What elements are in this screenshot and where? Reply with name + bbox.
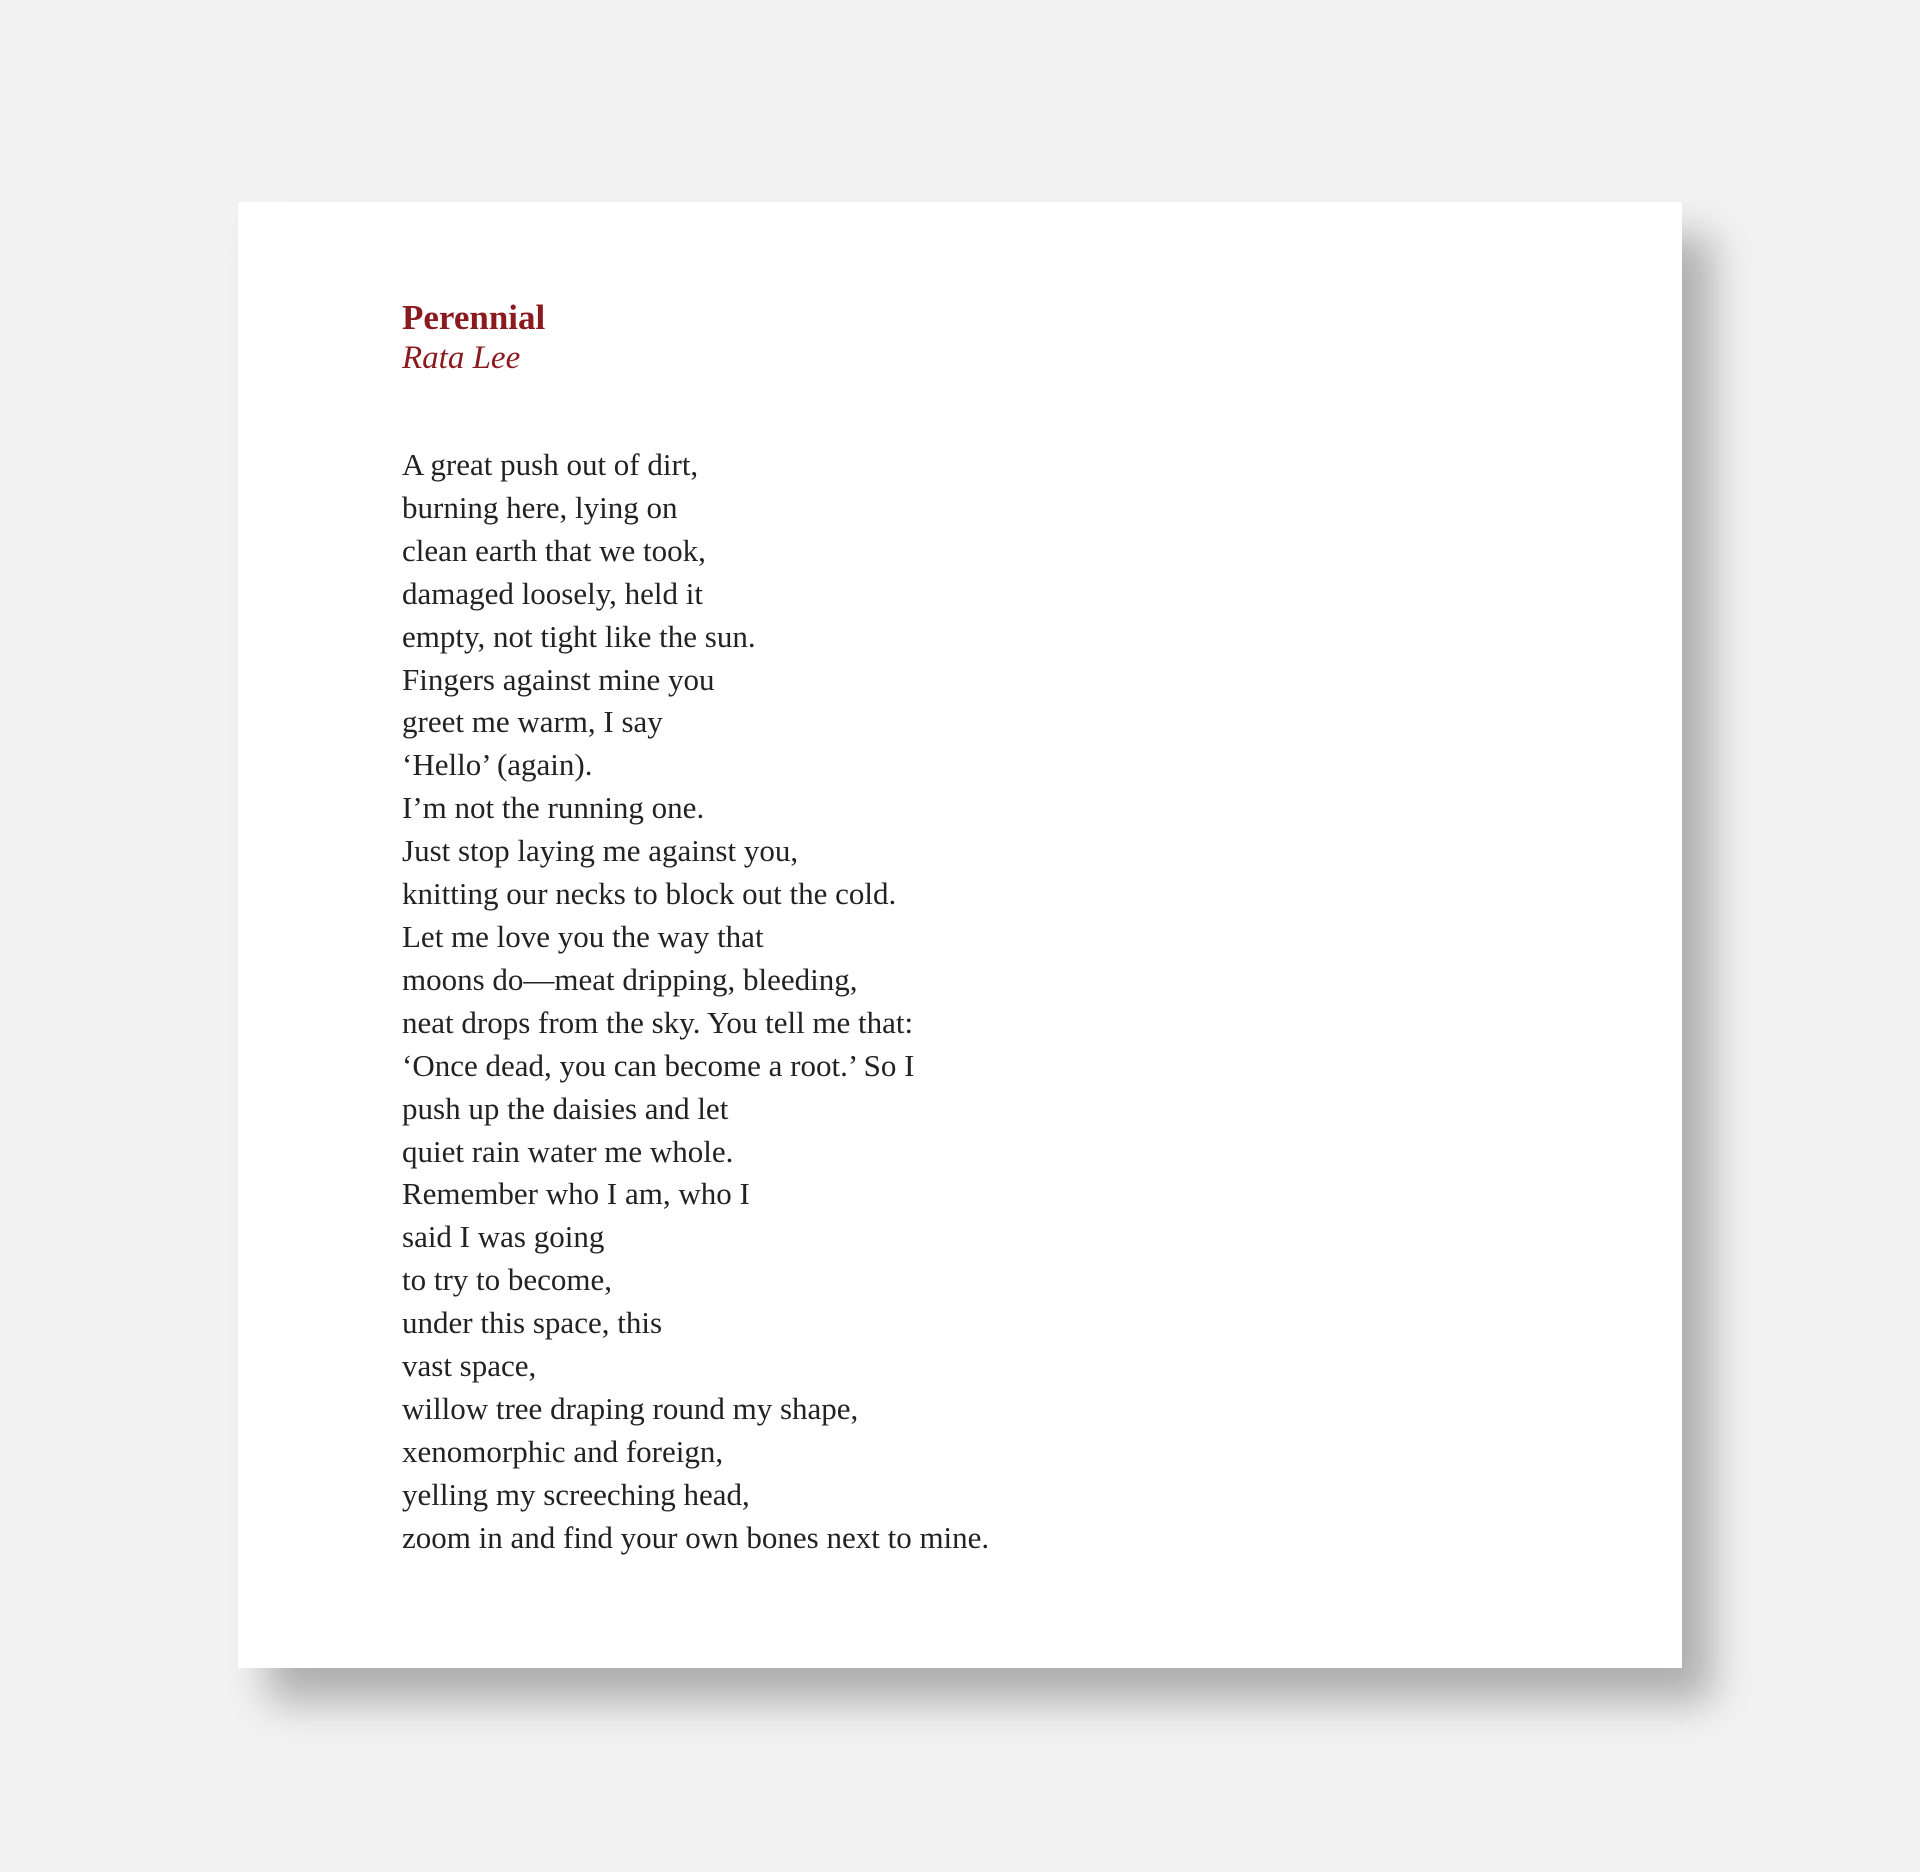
poem-line: willow tree draping round my shape, <box>402 1390 859 1426</box>
poem-line: neat drops from the sky. You tell me that: <box>402 1004 914 1040</box>
poem-line: empty, not tight like the sun. <box>402 618 756 654</box>
poem-line: ‘Hello’ (again). <box>402 747 593 783</box>
poem-title: Perennial <box>402 298 546 337</box>
poem-line: A great push out of dirt, <box>402 447 699 482</box>
poem-line: burning here, lying on <box>402 489 678 525</box>
poem-line: vast space, <box>402 1348 537 1384</box>
poem-line: yelling my screeching head, <box>402 1476 750 1512</box>
poem <box>402 298 1602 1560</box>
poem-line: ‘Once dead, you can become a root.’ So I <box>402 1047 915 1083</box>
poem-line: zoom in and find your own bones next to mine. <box>402 1519 990 1555</box>
poem-line: said I was going <box>402 1219 605 1255</box>
poem-line: push up the daisies and let <box>402 1090 729 1126</box>
poem-line: Let me love you the way that <box>402 918 764 954</box>
poem-author: Rata Lee <box>402 340 521 376</box>
poem-line: moons do—meat dripping, bleeding, <box>402 961 858 997</box>
poem-line: knitting our necks to block out the cold. <box>402 876 897 912</box>
poem-lines <box>402 444 1602 1560</box>
poem-line: under this space, this <box>402 1305 663 1341</box>
poem-line: Remember who I am, who I <box>402 1176 750 1212</box>
poem-line: Just stop laying me against you, <box>402 833 799 869</box>
poem-card <box>238 202 1682 1668</box>
poem-line: clean earth that we took, <box>402 532 706 568</box>
poem-line: quiet rain water me whole. <box>402 1133 734 1169</box>
poem-line: damaged loosely, held it <box>402 575 704 611</box>
poem-line: xenomorphic and foreign, <box>402 1433 724 1469</box>
poem-line: Fingers against mine you <box>402 661 715 697</box>
poem-line: I’m not the running one. <box>402 790 705 826</box>
poem-line: to try to become, <box>402 1262 613 1298</box>
poem-line: greet me warm, I say <box>402 704 663 740</box>
